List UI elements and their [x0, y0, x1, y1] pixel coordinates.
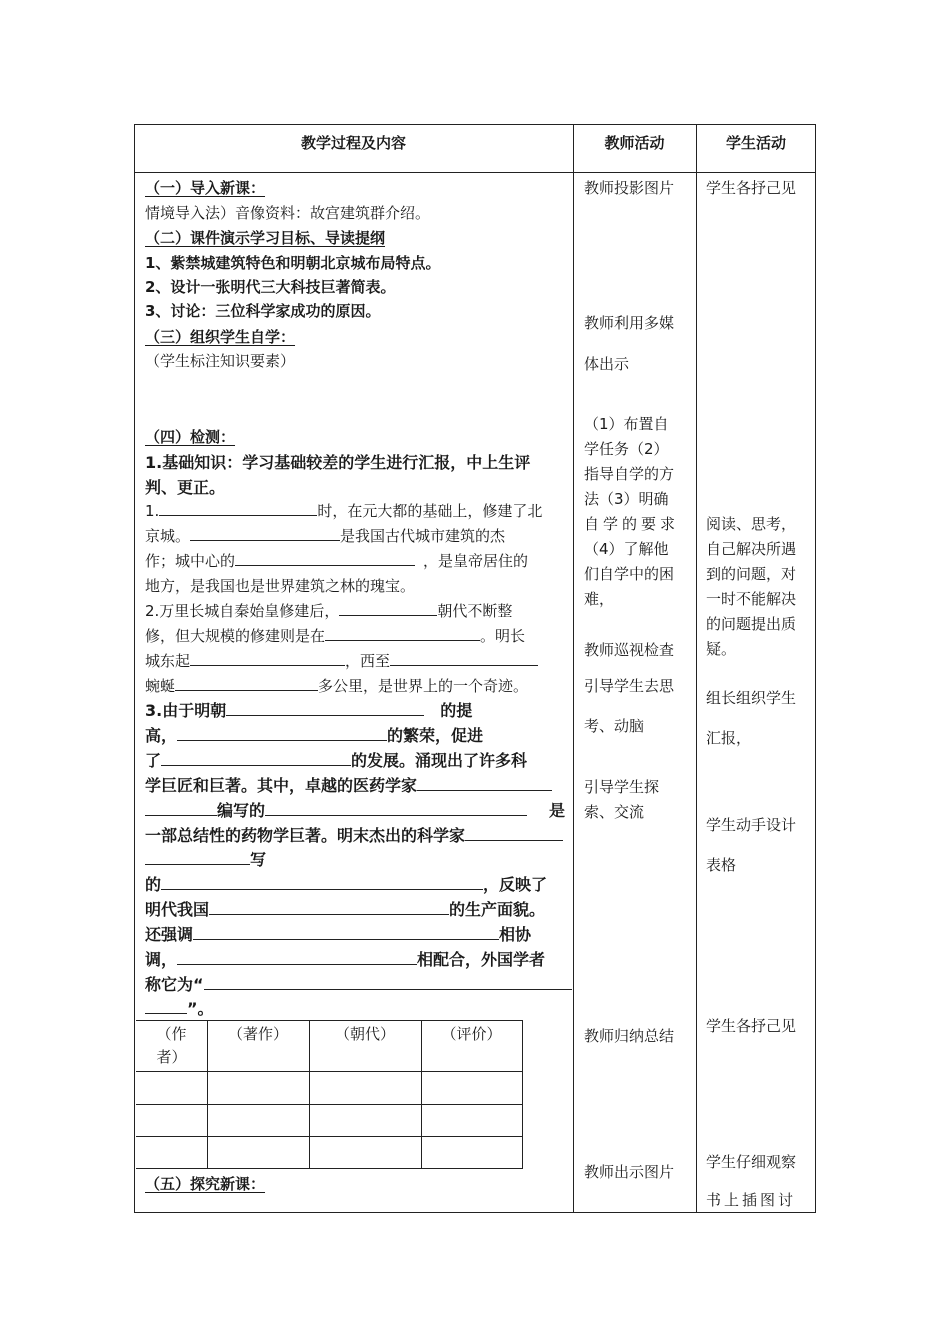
student-activity-2: 疑。 — [706, 640, 737, 658]
teacher-activity-2: 体出示 — [584, 355, 630, 373]
section-3-title: （三）组织学生自学： — [145, 328, 296, 346]
teacher-activity-3: 法（3）明确 — [584, 490, 669, 508]
question-3-line-4 — [145, 776, 552, 796]
teacher-activity-3: （1）布置自 — [584, 415, 669, 433]
fill-blank[interactable] — [161, 875, 483, 890]
student-activity-5: 学生各抒己见 — [706, 1017, 797, 1035]
q3-text: 还强调 — [145, 925, 194, 944]
student-activity-2: 到的问题，对 — [706, 565, 797, 583]
header-student-activity: 学生活动 — [725, 134, 786, 152]
fill-blank[interactable] — [417, 776, 552, 791]
question-2-line-2 — [145, 626, 525, 646]
q1-text: 时，在元大都的基础上，修建了北 — [317, 502, 543, 520]
teacher-activity-7: 教师归纳总结 — [584, 1027, 675, 1045]
fill-blank[interactable] — [175, 676, 318, 691]
question-2-line-3 — [145, 651, 538, 671]
fill-blank[interactable] — [190, 651, 345, 666]
inner-table-header-author-1: （作 — [156, 1025, 187, 1043]
question-2-line-4 — [145, 676, 528, 696]
teacher-activity-6: 索、交流 — [584, 803, 645, 821]
fill-blank[interactable] — [145, 999, 187, 1014]
inner-table-border — [136, 1071, 523, 1072]
q2-text: ，西至 — [345, 652, 391, 670]
fill-blank[interactable] — [204, 975, 572, 990]
q3-text: 的生产面貌。 — [449, 900, 546, 919]
student-activity-2: 自己解决所遇 — [706, 540, 797, 558]
goal-1: 1、紫禁城建筑特色和明朝北京城布局特点。 — [145, 254, 441, 272]
fill-blank[interactable] — [190, 526, 340, 541]
student-activity-6: 学生仔细观察 — [706, 1153, 797, 1171]
student-activity-1: 学生各抒己见 — [706, 179, 797, 197]
basic-knowledge-line-2: 判、更正。 — [145, 478, 226, 497]
question-2-line-1 — [145, 601, 512, 621]
q3-text: 3.由于明朝 — [145, 701, 227, 720]
q3-text: ”。 — [187, 999, 214, 1018]
fill-blank[interactable] — [177, 950, 417, 965]
q2-text: 2.万里长城自秦始皇修建后， — [145, 602, 340, 620]
q1-text: 作；城中心的 — [145, 552, 236, 570]
teacher-activity-2: 教师利用多媒 — [584, 314, 675, 332]
q1-number: 1. — [145, 502, 160, 520]
fill-blank[interactable] — [235, 551, 415, 566]
q2-text: 修，但大规模的修建则是在 — [145, 627, 326, 645]
q3-text: 高， — [145, 726, 178, 745]
teacher-activity-3: 自学的要求 — [584, 515, 680, 533]
inner-table-header-work: （著作） — [227, 1025, 288, 1043]
goal-3: 3、讨论：三位科学家成功的原因。 — [145, 302, 381, 320]
fill-blank[interactable] — [209, 900, 449, 915]
basic-knowledge-line-1: 1.基础知识：学习基础较差的学生进行汇报，中上生评 — [145, 453, 531, 472]
section-2-title: （二）课件演示学习目标、导读提纲 — [145, 229, 386, 247]
fill-blank[interactable] — [265, 801, 527, 816]
teacher-activity-3: 们自学中的困 — [584, 565, 675, 583]
teacher-activity-3: 学任务（2） — [584, 440, 669, 458]
q3-text: 相协 — [499, 925, 532, 944]
question-3-line-1 — [145, 701, 472, 721]
student-activity-6: 书上插图讨 — [706, 1191, 797, 1209]
fill-blank[interactable] — [145, 850, 250, 865]
teacher-activity-3: 难， — [584, 590, 615, 608]
q3-text: 调， — [145, 950, 178, 969]
section-4-title: （四）检测： — [145, 428, 236, 446]
question-3-line-10 — [145, 925, 531, 945]
q3-text: 是 — [549, 801, 566, 820]
teacher-activity-4: 教师巡视检查 — [584, 641, 675, 659]
inner-table-border — [136, 1136, 523, 1137]
inner-table-border — [136, 1104, 523, 1105]
section-3-text: （学生标注知识要素） — [145, 352, 296, 370]
inner-table-header-dynasty: （朝代） — [334, 1025, 395, 1043]
question-1-line-3 — [145, 551, 528, 571]
q3-text: 编写的 — [217, 801, 266, 820]
goal-2: 2、设计一张明代三大科技巨著简表。 — [145, 278, 396, 296]
header-process-content: 教学过程及内容 — [300, 134, 406, 152]
section-5-title: （五）探究新课： — [145, 1175, 266, 1193]
q3-text: 学巨匠和巨著。其中，卓越的医药学家 — [145, 776, 418, 795]
question-1-line-2 — [145, 526, 505, 546]
q2-text: 蜿蜒 — [145, 677, 176, 695]
question-3-line-2 — [145, 726, 483, 746]
table-border-top — [134, 124, 816, 125]
fill-blank[interactable] — [465, 826, 563, 841]
q3-text: 的提 — [440, 701, 473, 720]
inner-table-border — [522, 1020, 523, 1169]
fill-blank[interactable] — [226, 701, 424, 716]
question-3-line-5 — [145, 801, 565, 821]
student-activity-3: 汇报， — [706, 729, 752, 747]
question-3-line-3 — [145, 751, 527, 771]
q2-text: 。明长 — [480, 627, 526, 645]
q1-text: ，是皇帝居住的 — [423, 552, 529, 570]
table-border-left — [134, 124, 135, 1213]
teacher-activity-8: 教师出示图片 — [584, 1163, 675, 1181]
fill-blank[interactable] — [193, 925, 499, 940]
table-col-divider-2 — [696, 124, 697, 1213]
q3-text: 的发展。涌现出了许多科 — [351, 751, 528, 770]
question-3-line-12 — [145, 975, 572, 995]
teacher-activity-3: 指导自学的方 — [584, 465, 675, 483]
q2-text: 城东起 — [145, 652, 191, 670]
student-activity-4: 表格 — [706, 856, 737, 874]
fill-blank[interactable] — [145, 801, 217, 816]
q1-text: 京城。 — [145, 527, 191, 545]
fill-blank[interactable] — [177, 726, 387, 741]
section-1-title: （一）导入新课： — [145, 179, 266, 197]
student-activity-3: 组长组织学生 — [706, 689, 797, 707]
student-activity-2: 一时不能解决 — [706, 590, 797, 608]
q3-text: 明代我国 — [145, 900, 210, 919]
table-col-divider-1 — [573, 124, 574, 1213]
inner-table-header-evaluation: （评价） — [441, 1025, 502, 1043]
q3-text: 的繁荣，促进 — [387, 726, 484, 745]
question-1-line-1 — [145, 501, 542, 521]
q3-text: 的 — [145, 875, 162, 894]
q3-text: 了 — [145, 751, 162, 770]
student-activity-4: 学生动手设计 — [706, 816, 797, 834]
header-teacher-activity: 教师活动 — [604, 134, 665, 152]
question-3-line-9 — [145, 900, 545, 920]
fill-blank[interactable] — [325, 626, 480, 641]
teacher-activity-5: 引导学生去思 — [584, 677, 675, 695]
q3-text: 称它为“ — [145, 975, 204, 994]
question-3-line-8 — [145, 875, 547, 895]
q3-text: 相配合，外国学者 — [417, 950, 546, 969]
q1-text: 是我国古代城市建筑的杰 — [340, 527, 506, 545]
fill-blank[interactable] — [161, 751, 351, 766]
teacher-activity-6: 引导学生探 — [584, 778, 660, 796]
question-3-line-7 — [145, 850, 266, 870]
table-header-divider — [134, 172, 816, 173]
fill-blank[interactable] — [339, 601, 437, 616]
inner-table-header-author-2: 者） — [156, 1048, 187, 1066]
q3-text: ，反映了 — [483, 875, 548, 894]
inner-table-border — [136, 1168, 523, 1169]
teacher-activity-5: 考、动脑 — [584, 717, 645, 735]
teacher-activity-1: 教师投影图片 — [584, 179, 675, 197]
fill-blank[interactable] — [159, 501, 317, 516]
table-border-right — [815, 124, 816, 1213]
table-border-bottom — [134, 1212, 816, 1213]
section-1-text: 情境导入法）音像资料：故宫建筑群介绍。 — [145, 204, 431, 222]
inner-table-border — [136, 1020, 523, 1021]
question-1-line-4: 地方，是我国也是世界建筑之林的瑰宝。 — [145, 577, 416, 595]
q3-text: 一部总结性的药物学巨著。明末杰出的科学家 — [145, 826, 466, 845]
question-3-line-11 — [145, 950, 545, 970]
student-activity-2: 的问题提出质 — [706, 615, 797, 633]
q2-text: 朝代不断整 — [437, 602, 513, 620]
student-activity-2: 阅读、思考， — [706, 515, 797, 533]
question-3-line-13 — [145, 999, 214, 1019]
q2-text: 多公里，是世界上的一个奇迹。 — [318, 677, 529, 695]
fill-blank[interactable] — [390, 651, 538, 666]
teacher-activity-3: （4）了解他 — [584, 540, 669, 558]
q3-text: 写 — [250, 850, 267, 869]
question-3-line-6 — [145, 826, 563, 846]
